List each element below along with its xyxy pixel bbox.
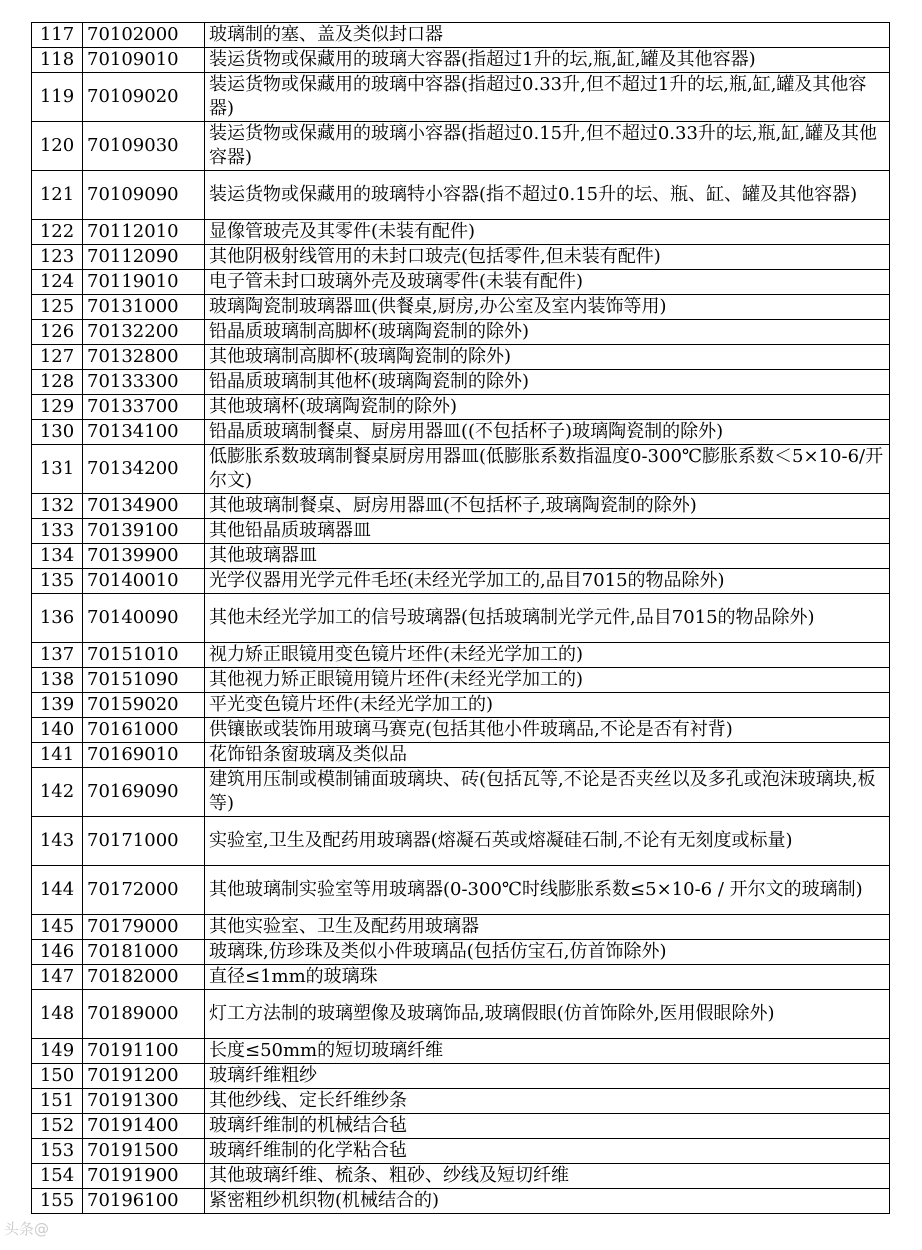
row-number-cell: 125 xyxy=(32,295,83,320)
description-cell: 玻璃陶瓷制玻璃器皿(供餐桌,厨房,办公室及室内装饰等用) xyxy=(205,295,890,320)
hs-code-cell: 70182000 xyxy=(83,965,205,990)
table-row xyxy=(32,1039,890,1064)
table-row xyxy=(32,866,890,915)
row-number-cell: 139 xyxy=(32,693,83,718)
hs-code-cell: 70140010 xyxy=(83,569,205,594)
table-row xyxy=(32,594,890,643)
hs-code-cell: 70196100 xyxy=(83,1189,205,1214)
row-number-cell: 135 xyxy=(32,569,83,594)
description-cell: 低膨胀系数玻璃制餐桌厨房用器皿(低膨胀系数指温度0-300℃膨胀系数＜5×10-6/开尔文) xyxy=(205,445,890,494)
description-cell: 其他纱线、定长纤维纱条 xyxy=(205,1089,890,1114)
description-cell: 视力矫正眼镜用变色镜片坯件(未经光学加工的) xyxy=(205,643,890,668)
row-number-cell: 129 xyxy=(32,395,83,420)
row-number-cell: 154 xyxy=(32,1164,83,1189)
hs-code-cell: 70134900 xyxy=(83,494,205,519)
hs-code-cell: 70134100 xyxy=(83,420,205,445)
description-cell: 玻璃纤维粗纱 xyxy=(205,1064,890,1089)
hs-code-cell: 70189000 xyxy=(83,990,205,1039)
description-cell: 光学仪器用光学元件毛坯(未经光学加工的,品目7015的物品除外) xyxy=(205,569,890,594)
watermark: 头条@ xyxy=(4,1220,50,1238)
hs-code-cell: 70140090 xyxy=(83,594,205,643)
row-number-cell: 132 xyxy=(32,494,83,519)
table-row xyxy=(32,1189,890,1214)
row-number-cell: 140 xyxy=(32,718,83,743)
hs-code-cell: 70191500 xyxy=(83,1139,205,1164)
hs-code-cell: 70109030 xyxy=(83,122,205,171)
table-row xyxy=(32,1139,890,1164)
row-number-cell: 122 xyxy=(32,220,83,245)
description-cell: 灯工方法制的玻璃塑像及玻璃饰品,玻璃假眼(仿首饰除外,医用假眼除外) xyxy=(205,990,890,1039)
row-number-cell: 117 xyxy=(32,23,83,48)
table-row xyxy=(32,395,890,420)
hs-code-cell: 70134200 xyxy=(83,445,205,494)
description-cell: 其他玻璃制实验室等用玻璃器(0-300℃时线膨胀系数≤5×10-6 / 开尔文的玻璃制) xyxy=(205,866,890,915)
hs-code-cell: 70132800 xyxy=(83,345,205,370)
hs-code-cell: 70109010 xyxy=(83,48,205,73)
hs-code-cell: 70169010 xyxy=(83,743,205,768)
hs-code-cell: 70133700 xyxy=(83,395,205,420)
hs-code-cell: 70109090 xyxy=(83,171,205,220)
hs-code-cell: 70102000 xyxy=(83,23,205,48)
row-number-cell: 121 xyxy=(32,171,83,220)
table-row xyxy=(32,171,890,220)
tariff-table xyxy=(31,22,890,1214)
hs-code-cell: 70151090 xyxy=(83,668,205,693)
description-cell: 其他未经光学加工的信号玻璃器(包括玻璃制光学元件,品目7015的物品除外) xyxy=(205,594,890,643)
description-cell: 玻璃纤维制的化学粘合毡 xyxy=(205,1139,890,1164)
table-row xyxy=(32,245,890,270)
description-cell: 显像管玻壳及其零件(未装有配件) xyxy=(205,220,890,245)
table-row xyxy=(32,73,890,122)
row-number-cell: 124 xyxy=(32,270,83,295)
row-number-cell: 150 xyxy=(32,1064,83,1089)
row-number-cell: 152 xyxy=(32,1114,83,1139)
hs-code-cell: 70133300 xyxy=(83,370,205,395)
description-cell: 其他视力矫正眼镜用镜片坯件(未经光学加工的) xyxy=(205,668,890,693)
hs-code-cell: 70179000 xyxy=(83,915,205,940)
description-cell: 紧密粗纱机织物(机械结合的) xyxy=(205,1189,890,1214)
hs-code-cell: 70172000 xyxy=(83,866,205,915)
row-number-cell: 137 xyxy=(32,643,83,668)
row-number-cell: 131 xyxy=(32,445,83,494)
description-cell: 电子管未封口玻璃外壳及玻璃零件(未装有配件) xyxy=(205,270,890,295)
table-row xyxy=(32,1114,890,1139)
table-row xyxy=(32,1089,890,1114)
description-cell: 其他阴极射线管用的未封口玻壳(包括零件,但未装有配件) xyxy=(205,245,890,270)
hs-code-cell: 70171000 xyxy=(83,817,205,866)
description-cell: 装运货物或保藏用的玻璃中容器(指超过0.33升,但不超过1升的坛,瓶,缸,罐及其他容器) xyxy=(205,73,890,122)
table-row xyxy=(32,320,890,345)
hs-code-cell: 70191400 xyxy=(83,1114,205,1139)
hs-code-cell: 70109020 xyxy=(83,73,205,122)
description-cell: 铅晶质玻璃制餐桌、厨房用器皿((不包括杯子)玻璃陶瓷制的除外) xyxy=(205,420,890,445)
table-row xyxy=(32,940,890,965)
row-number-cell: 142 xyxy=(32,768,83,817)
table-row xyxy=(32,220,890,245)
row-number-cell: 146 xyxy=(32,940,83,965)
row-number-cell: 133 xyxy=(32,519,83,544)
row-number-cell: 118 xyxy=(32,48,83,73)
table-row xyxy=(32,569,890,594)
description-cell: 其他铅晶质玻璃器皿 xyxy=(205,519,890,544)
hs-code-cell: 70161000 xyxy=(83,718,205,743)
description-cell: 装运货物或保藏用的玻璃特小容器(指不超过0.15升的坛、瓶、缸、罐及其他容器) xyxy=(205,171,890,220)
row-number-cell: 144 xyxy=(32,866,83,915)
table-row xyxy=(32,345,890,370)
description-cell: 铅晶质玻璃制高脚杯(玻璃陶瓷制的除外) xyxy=(205,320,890,345)
table-row xyxy=(32,817,890,866)
description-cell: 其他实验室、卫生及配药用玻璃器 xyxy=(205,915,890,940)
description-cell: 其他玻璃器皿 xyxy=(205,544,890,569)
row-number-cell: 119 xyxy=(32,73,83,122)
table-row xyxy=(32,295,890,320)
row-number-cell: 149 xyxy=(32,1039,83,1064)
hs-code-cell: 70181000 xyxy=(83,940,205,965)
row-number-cell: 128 xyxy=(32,370,83,395)
row-number-cell: 151 xyxy=(32,1089,83,1114)
row-number-cell: 143 xyxy=(32,817,83,866)
description-cell: 其他玻璃纤维、梳条、粗砂、纱线及短切纤维 xyxy=(205,1164,890,1189)
row-number-cell: 120 xyxy=(32,122,83,171)
table-row xyxy=(32,494,890,519)
row-number-cell: 136 xyxy=(32,594,83,643)
row-number-cell: 148 xyxy=(32,990,83,1039)
row-number-cell: 147 xyxy=(32,965,83,990)
hs-code-cell: 70191200 xyxy=(83,1064,205,1089)
table-row xyxy=(32,1164,890,1189)
description-cell: 其他玻璃制餐桌、厨房用器皿(不包括杯子,玻璃陶瓷制的除外) xyxy=(205,494,890,519)
table-row xyxy=(32,23,890,48)
description-cell: 建筑用压制或模制铺面玻璃块、砖(包括瓦等,不论是否夹丝以及多孔或泡沫玻璃块,板等) xyxy=(205,768,890,817)
hs-code-cell: 70131000 xyxy=(83,295,205,320)
description-cell: 玻璃纤维制的机械结合毡 xyxy=(205,1114,890,1139)
hs-code-cell: 70139100 xyxy=(83,519,205,544)
row-number-cell: 130 xyxy=(32,420,83,445)
row-number-cell: 126 xyxy=(32,320,83,345)
table-row xyxy=(32,1064,890,1089)
description-cell: 玻璃制的塞、盖及类似封口器 xyxy=(205,23,890,48)
hs-code-cell: 70169090 xyxy=(83,768,205,817)
hs-code-cell: 70159020 xyxy=(83,693,205,718)
row-number-cell: 141 xyxy=(32,743,83,768)
row-number-cell: 134 xyxy=(32,544,83,569)
hs-code-cell: 70112090 xyxy=(83,245,205,270)
description-cell: 装运货物或保藏用的玻璃小容器(指超过0.15升,但不超过0.33升的坛,瓶,缸,罐及其他容器) xyxy=(205,122,890,171)
table-row xyxy=(32,768,890,817)
description-cell: 玻璃珠,仿珍珠及类似小件玻璃品(包括仿宝石,仿首饰除外) xyxy=(205,940,890,965)
hs-code-cell: 70119010 xyxy=(83,270,205,295)
table-row xyxy=(32,990,890,1039)
table-row xyxy=(32,519,890,544)
description-cell: 实验室,卫生及配药用玻璃器(熔凝石英或熔凝硅石制,不论有无刻度或标量) xyxy=(205,817,890,866)
table-row xyxy=(32,445,890,494)
hs-code-cell: 70112010 xyxy=(83,220,205,245)
description-cell: 平光变色镜片坯件(未经光学加工的) xyxy=(205,693,890,718)
hs-code-cell: 70151010 xyxy=(83,643,205,668)
row-number-cell: 155 xyxy=(32,1189,83,1214)
hs-code-cell: 70191900 xyxy=(83,1164,205,1189)
table-row xyxy=(32,668,890,693)
description-cell: 长度≤50mm的短切玻璃纤维 xyxy=(205,1039,890,1064)
hs-code-cell: 70191100 xyxy=(83,1039,205,1064)
description-cell: 直径≤1mm的玻璃珠 xyxy=(205,965,890,990)
table-row xyxy=(32,122,890,171)
tariff-table-body xyxy=(32,23,890,1214)
table-row xyxy=(32,693,890,718)
hs-code-cell: 70139900 xyxy=(83,544,205,569)
description-cell: 花饰铅条窗玻璃及类似品 xyxy=(205,743,890,768)
table-row xyxy=(32,965,890,990)
description-cell: 其他玻璃杯(玻璃陶瓷制的除外) xyxy=(205,395,890,420)
row-number-cell: 145 xyxy=(32,915,83,940)
table-row xyxy=(32,718,890,743)
row-number-cell: 153 xyxy=(32,1139,83,1164)
table-row xyxy=(32,270,890,295)
row-number-cell: 123 xyxy=(32,245,83,270)
hs-code-cell: 70132200 xyxy=(83,320,205,345)
table-row xyxy=(32,915,890,940)
table-row xyxy=(32,370,890,395)
description-cell: 供镶嵌或装饰用玻璃马赛克(包括其他小件玻璃品,不论是否有衬背) xyxy=(205,718,890,743)
table-row xyxy=(32,420,890,445)
description-cell: 铅晶质玻璃制其他杯(玻璃陶瓷制的除外) xyxy=(205,370,890,395)
table-row xyxy=(32,643,890,668)
description-cell: 其他玻璃制高脚杯(玻璃陶瓷制的除外) xyxy=(205,345,890,370)
table-row xyxy=(32,48,890,73)
description-cell: 装运货物或保藏用的玻璃大容器(指超过1升的坛,瓶,缸,罐及其他容器) xyxy=(205,48,890,73)
hs-code-cell: 70191300 xyxy=(83,1089,205,1114)
table-row xyxy=(32,544,890,569)
table-row xyxy=(32,743,890,768)
row-number-cell: 127 xyxy=(32,345,83,370)
row-number-cell: 138 xyxy=(32,668,83,693)
